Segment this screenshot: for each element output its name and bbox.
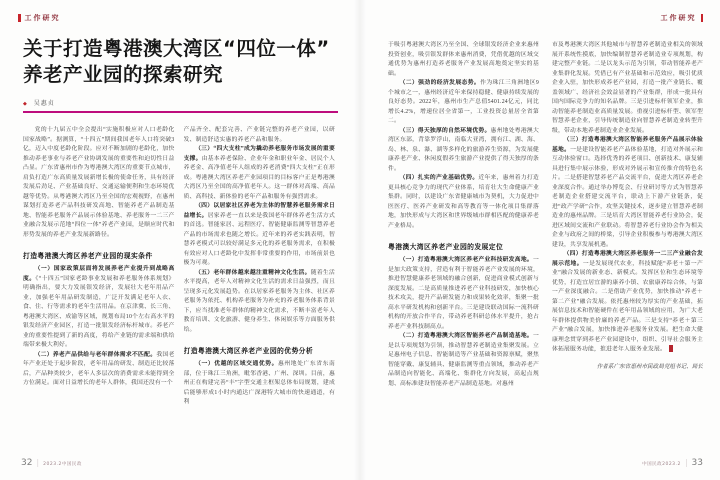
paragraph-lead: （一）国家政策层面将发展养老产业提升到战略高度。 (23, 266, 175, 282)
paragraph-lead: （二）养老产品供给与老年群体需求不匹配。 (34, 351, 157, 358)
running-header-left (18, 13, 61, 23)
right-page-columns (388, 41, 703, 456)
paragraph-lead: （二）强劲的经济发展态势。 (399, 80, 481, 86)
body-paragraph: （三）得天独厚的自然环境优势。惠州地处粤港澳大湾区东部，背靠罗浮山，南临大亚湾，拥有江、湖、海、岛、林、泉、瀑、湖等多样化的旅游养生资源，为发展健康养老产业、休闲度假养生旅游产业提供了得天独厚的条件。 (388, 127, 539, 172)
left-page-columns (23, 126, 335, 449)
journal-issue-right: 中国民政2023.2 (642, 462, 681, 467)
author-bullet-icon: ◆ (23, 101, 28, 107)
author-name: 吴惠贞 (33, 100, 55, 107)
paragraph-lead: （三）“四大支柱”成为撬动养老服务市场发展的重要支撑。 (183, 146, 335, 162)
text-column (552, 41, 703, 456)
page-number-right: 33 (691, 458, 703, 468)
text-column (388, 41, 539, 456)
category-label: 工作研究 (660, 14, 697, 22)
body-paragraph: （三）“四大支柱”成为撬动养老服务市场发展的重要支撑。由基本养老保险、企业年金和职业年金、居民个人养老金、高净值老年人组成的养老消费“四大支柱”正在形成。粤港澳大湾区养老产业园项目的目标客户正是粤港澳大湾区乃至全国的高净值老年人。这一群体对高端、高品质、高科技、新体验的老年产品和服务有强烈需求。 (183, 146, 335, 200)
body-paragraph: 党的十九届五中全会提出“实施积极应对人口老龄化国家战略”。据测算，“十四五”期间我国老年人口将突破3亿，迈入中度老龄化阶段。应对不断加剧的老龄化，加快推动养老事业与养老产业协调发展的重要性和迫切性日益凸显。广东省惠州市作为粤港澳大湾区的重要节点城市，肩负打造广东高质量发展新增长极的使命任务，具有经济发展后劲足、产业基础良好、交通运输便利和生态环境优越等优势。从粤港澳大湾区乃至全国的宏观视野，在惠州谋划打造养老产品科技研发高地、智能养老产品制造基地、智能养老服务产品展示体验基地、养老服务一二三产业融合发展示范地“四位一体”养老产业园，是顺应时代和形势发展的养老产业发展新路径。 (23, 127, 175, 238)
body-paragraph: （四）以居家社区养老为主体的智慧养老服务需求日益增长。居家养老一直以来是我国老年群体养老生活方式的首选。智能家居、远程医疗、智能健康监测等智慧养老产品的市场需求也随之增长。近年来的养老实践表明，智慧养老模式可以较好满足多元化的养老服务需求，在积极有效应对人口老龄化中发挥非常重要的作用，市场前景也极为可观。 (183, 203, 335, 266)
body-paragraph: （四）打造粤港澳大湾区养老服务一二三产业融合发展示范地。一是发展现代农业，科技赋能“养老＋第一产业”融合发展的新业态、新模式。发挥区位和生态环境等优势，打造宜居宜游的康养小镇、农旅康养综合体，与第一产业深度融合。二是借助产业优势，加快推动“养老＋第二产业”融合发展。依托惠州较为厚实的产业基础，拓展信息技术和智能硬件在老年用品领域的应用，为广大老年群体提供物美价廉的养老产品。三是支持“养老＋第三产业”融合发展，加快推进养老服务业发展。把生命大健康理念贯穿到养老产业园建设中，组织、引导社会服务主体拓展服务功能，推进老年人服务业发展。 (552, 251, 703, 353)
article-title-line1: 关于打造粤港澳大湾区“四位一体” (23, 37, 330, 60)
body-paragraph: （三）打造粤港澳大湾区智能养老服务产品展示体验基地。一是建设智能养老产品体验基地，打造对外展示和互动体验窗口。选择优秀的养老项目、创新技术、康复辅具进行集中展示体验，形成对外展示和宣传推介的特色名片。二是搭建智慧养老产品交流平台，促进大湾区养老企业深度合作。通过举办博览会、行业研讨等方式为智慧养老制造企业搭建交流平台，联动上下游产业链条，促进“政产学研”合作，攻坚关键技术，逐步建立智慧养老制造业的惠州品牌。三是培育大湾区智能养老行业协会，促进区域间交流和产业联动。将智慧养老行业协会作为相关企业与政府之间的桥梁，引导企业积极参与粤港澳大湾区建设，共享发展机遇。 (552, 137, 703, 248)
article-end-mark (669, 345, 674, 352)
text-column (184, 126, 336, 449)
body-paragraph: （一）国家政策层面将发展养老产业提升到战略高度。《“十四五”国家老龄事业发展和养老服务体系规划》明确指出，要大力发展银发经济，发展壮大老年用品产业，加强老年用品研发制造，广泛开发满足老年人衣、食、住、行等需求的老年生活用品。在京津冀、长三角、粤港澳大湾区、成渝等区域，规划布局10个左右高水平的银发经济产业园区，打造一批银发经济标杆城市。养老产业的重要性提到了新的高度，将给产业链的需求端和供给端带来极大利好。 (23, 266, 175, 348)
paragraph-lead: （二）打造粤港澳大湾区智能养老产品制造基地。 (399, 333, 533, 339)
page-number-left: 32 (21, 458, 33, 468)
journal-issue-left: 2023.2中国民政 (43, 462, 82, 467)
section-heading: 打造粤港澳大湾区养老产业园的现实条件 (23, 252, 153, 260)
body-paragraph: （一）优越的区域交通优势。惠州地处广东省东南部，位于珠江三角洲，毗邻香港、广州、深圳。目前，惠州正在构建完善“丰”字型交通主框架总体布局规划，建成后能够形成1小时内通达广深港特大城市的快速通道，有利 (183, 361, 335, 405)
footer-right (642, 458, 703, 468)
category-label: 工作研究 (24, 14, 61, 22)
title-rule (23, 111, 338, 113)
section-heading: 粤港澳大湾区养老产业园的发展定位 (388, 243, 504, 251)
page-fold-divider (354, 0, 366, 480)
body-paragraph: 市及粤港澳大湾区其他城市与智慧养老制造业相关的领域展开系统性摸底，加快编制智慧养老制造业专项规划，构建完整产业链。二是以龙头示范为引领，带动智能养老产业集群化发展。凭借已有产业基础和示范效应，吸引优质企业入驻，加快形成养老产业园，打造一批产业链长、覆盖领域广、经济社会效益显著的产业集群，形成一批具有国内国际竞争力的知名品牌。三是引进标杆领军企业，推动智能养老制造业高质量发展。重视引进标杆型、领军型智慧养老企业，引导传统制造业向智慧养老制造业转型升级，带动本地养老制造业企业发展。 (552, 42, 703, 134)
article-title-line2: 养老产业园的探索研究 (23, 63, 224, 86)
body-paragraph: 产品齐全、配套完善、产业链完整的养老产业园，以研发、制造舒适实惠的养老产品和服务。 (183, 127, 335, 143)
body-paragraph: （五）老年群体越来越注重精神文化生活。随着生活水平提高，老年人对精神文化生活的需求日益强烈，而且呈现多元化发展趋势。在以居家养老服务为主体、社区养老服务为依托、机构养老服务为补充的养老服务体系背景下，应当找准老年群体的精神文化需求，不断丰富老年人教育培训、文化旅游、健身养生、休闲娱乐等方面服务供给。 (183, 269, 335, 333)
footer-separator: | (684, 458, 688, 467)
footer-separator: | (36, 458, 40, 467)
paragraph-lead: （三）得天独厚的自然环境优势。 (399, 127, 491, 134)
body-paragraph: 于吸引粤港澳大湾区乃至全国、全球银发经济企业来惠州投资创业，吸引银发群体来惠州消费，凭借优越的区域交通优势为惠州打造养老服务产业发展高地奠定坚实的基础。 (388, 42, 539, 77)
paragraph-lead: （三）打造粤港澳大湾区智能养老服务产品展示体验基地。 (552, 137, 703, 153)
header-red-bar-icon (701, 14, 704, 22)
paragraph-lead: （一）优越的区域交通优势。 (195, 361, 278, 367)
paragraph-lead: （四）打造粤港澳大湾区养老服务一二三产业融合发展示范地。 (552, 251, 703, 267)
text-column (23, 126, 175, 449)
body-paragraph: （二）强劲的经济发展态势。作为珠江三角洲地区9个城市之一，惠州经济近年来保持稳健、健康持续发展的良好态势。2022年，惠州市生产总值5401.24亿元，同比增长4.2%，增速位居全省第一，工业投资总量居全省第二。 (388, 80, 539, 124)
footer-left (21, 458, 82, 468)
body-paragraph: （一）打造粤港澳大湾区养老产业科技研发高地。一是加大政策支持，营造有利于智能养老产业发展的环境，推进智慧健康养老领域的融合创新，促进商业模式创新与深度发展。二是高质量推进养老产业科技研发，加快核心技术攻关，提升产品研发能力和成果转化效率，集聚一批高水平研发机构和创新平台。三是建设联动国际一流科研机构的开放合作平台，带动养老科研总体水平提升，抢占养老产业科技制高点。 (388, 257, 539, 330)
author-attribution: 作者系广东省惠州市民政局党组书记、局长 (596, 364, 703, 370)
paragraph-lead: （五）老年群体越来越注重精神文化生活。 (195, 269, 311, 276)
body-paragraph: （四）扎实的产业基础优势。近年来，惠州着力打造更具核心竞争力的现代产业体系，培育壮大生命健康产业集群。同时，以建设广东省健康城市为契机，大力促进中医医疗、医养产业研发和高等教育等一体化项目集群落地，加快形成与大湾区和世界级城市群相匹配的健康养老产业格局。 (388, 175, 539, 229)
body-paragraph: （二）养老产品供给与老年群体需求不匹配。我国老年产业还处于起步阶段，老年用品的研发、制造还比较落后，产品种类较少，老年人多层次的消费需求未能得到全方位满足。面对日益增长的老年人群体，我国还没有一个 (23, 351, 175, 386)
paragraph-lead: （四）扎实的产业基础优势。 (399, 175, 479, 181)
byline (23, 98, 55, 107)
paragraph-lead: （四）以居家社区养老为主体的智慧养老服务需求日益增长。 (183, 203, 335, 219)
section-heading: 打造粤港澳大湾区养老产业园的优势分析 (183, 347, 314, 355)
paragraph-lead: （一）打造粤港澳大湾区养老产业科技研发高地。 (399, 257, 533, 263)
header-red-bar-icon (18, 14, 21, 22)
body-paragraph: （二）打造粤港澳大湾区智能养老产品制造基地。一是以专项规划为引领，推动智慧养老制造业集聚发展。立足惠州电子信息、智能制造等产业基础和资源禀赋，聚焦智能穿戴、康复辅具、健康监测等重点领域，推动养老产品制造向智能化、高端化、集群化方向发展，高起点规划、高标准建设智能养老产品制造基地。对惠州 (388, 333, 539, 387)
article-title (23, 36, 343, 88)
running-header-right (661, 13, 704, 23)
